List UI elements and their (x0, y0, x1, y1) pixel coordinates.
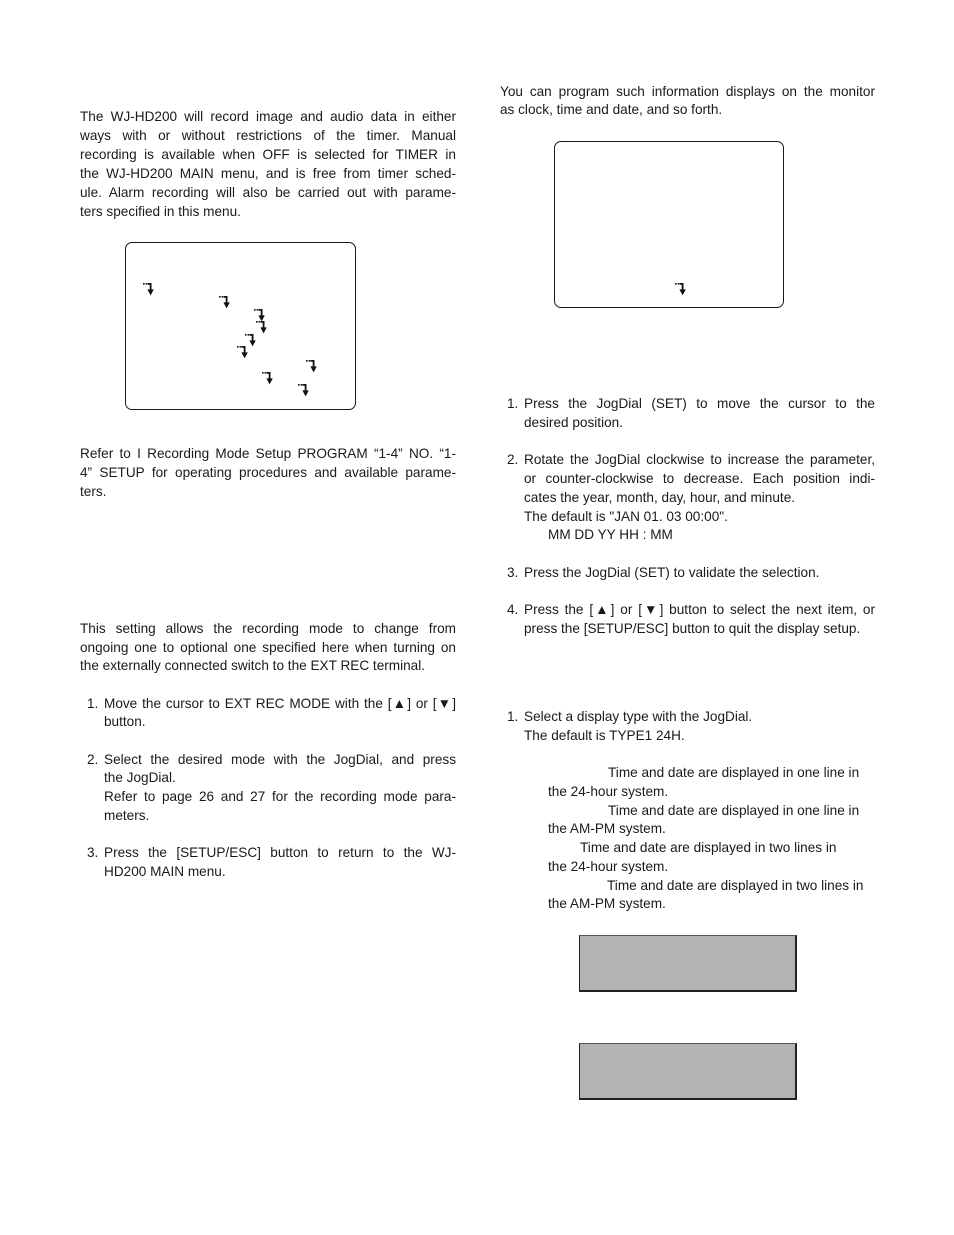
cursor-arrow-icon (262, 372, 273, 385)
step-line: meters. (104, 808, 150, 823)
cursor-arrow-icon (256, 321, 267, 334)
step-line: button. (104, 714, 146, 729)
type-description-line: the 24-hour system. (548, 859, 669, 874)
cursor-arrow-icon (237, 346, 248, 359)
cursor-arrow-icon (306, 360, 317, 373)
cursor-arrow-icon (143, 283, 154, 296)
step-number: 3. (507, 565, 519, 580)
type-description-line: Time and date are displayed in one line in (608, 803, 860, 818)
step-line: the JogDial. (104, 770, 176, 785)
step-line: Select a display type with the JogDial. (524, 709, 753, 724)
step-line: The default is TYPE1 24H. (524, 728, 685, 743)
cursor-arrow-icon (219, 296, 230, 309)
cursor-arrow-icon (298, 384, 309, 397)
cursor-arrow-icon (675, 283, 686, 296)
text-line: 4” SETUP for operating procedures and available parame- (80, 465, 456, 480)
text-line: ters specified in this menu. (80, 204, 241, 219)
step-line: MM DD YY HH : MM (548, 527, 673, 542)
step-line: Move the cursor to EXT REC MODE with the [▲] or [▼] (104, 696, 456, 711)
type-description-line: the 24-hour system. (548, 784, 669, 799)
text-line: The WJ-HD200 will record image and audio data in either (80, 109, 456, 124)
text-line: recording is available when OFF is selected for TIMER in (80, 147, 456, 162)
text-line: the externally connected switch to the EXT REC terminal. (80, 658, 426, 673)
step-number: 1. (507, 396, 519, 411)
step-line: Press the [SETUP/ESC] button to return to the WJ- (104, 845, 456, 860)
monitor-screen-display-menu (554, 141, 784, 308)
type-description-line: the AM-PM system. (548, 821, 666, 836)
type-description-line: Time and date are displayed in two lines in (607, 878, 864, 893)
text-line: ule. Alarm recording will also be carried out with parame- (80, 185, 456, 200)
text-line: You can program such information displays on the monitor (500, 84, 875, 99)
step-number: 2. (87, 752, 99, 767)
step-line: or counter-clockwise to decrease. Each position indi- (524, 471, 875, 486)
step-number: 4. (507, 602, 519, 617)
step-line: Refer to page 26 and 27 for the recording mode para- (104, 789, 456, 804)
step-line: cates the year, month, day, hour, and minute. (524, 490, 796, 505)
text-line: ters. (80, 484, 107, 499)
step-line: Rotate the JogDial clockwise to increase the parameter, (524, 452, 875, 467)
type-description-line: the AM-PM system. (548, 896, 666, 911)
step-line: The default is "JAN 01. 03 00:00". (524, 509, 728, 524)
text-line: as clock, time and date, and so forth. (500, 102, 723, 117)
type-description-line: Time and date are displayed in one line in (608, 765, 860, 780)
text-line: ongoing one to optional one specified here when turning on (80, 640, 456, 655)
step-number: 1. (87, 696, 99, 711)
display-preview-one-line (579, 935, 797, 992)
step-number: 1. (507, 709, 519, 724)
step-number: 3. (87, 845, 99, 860)
text-line: Refer to I Recording Mode Setup PROGRAM “1-4” NO. “1- (80, 446, 456, 461)
text-line: the WJ-HD200 MAIN menu, and is free from timer sched- (80, 166, 456, 181)
step-line: Select the desired mode with the JogDial, and press (104, 752, 456, 767)
monitor-screen-recording-menu (125, 242, 356, 410)
step-line: Press the [▲] or [▼] button to select the next item, or (524, 602, 875, 617)
step-number: 2. (507, 452, 519, 467)
type-description-line: Time and date are displayed in two lines in (580, 840, 837, 855)
step-line: press the [SETUP/ESC] button to quit the display setup. (524, 621, 861, 636)
step-line: HD200 MAIN menu. (104, 864, 226, 879)
display-preview-two-lines (579, 1043, 797, 1100)
step-line: Press the JogDial (SET) to validate the selection. (524, 565, 820, 580)
text-line: ways with or without restrictions of the timer. Manual (80, 128, 456, 143)
text-line: This setting allows the recording mode to change from (80, 621, 456, 636)
step-line: Press the JogDial (SET) to move the cursor to the (524, 396, 875, 411)
step-line: desired position. (524, 415, 623, 430)
